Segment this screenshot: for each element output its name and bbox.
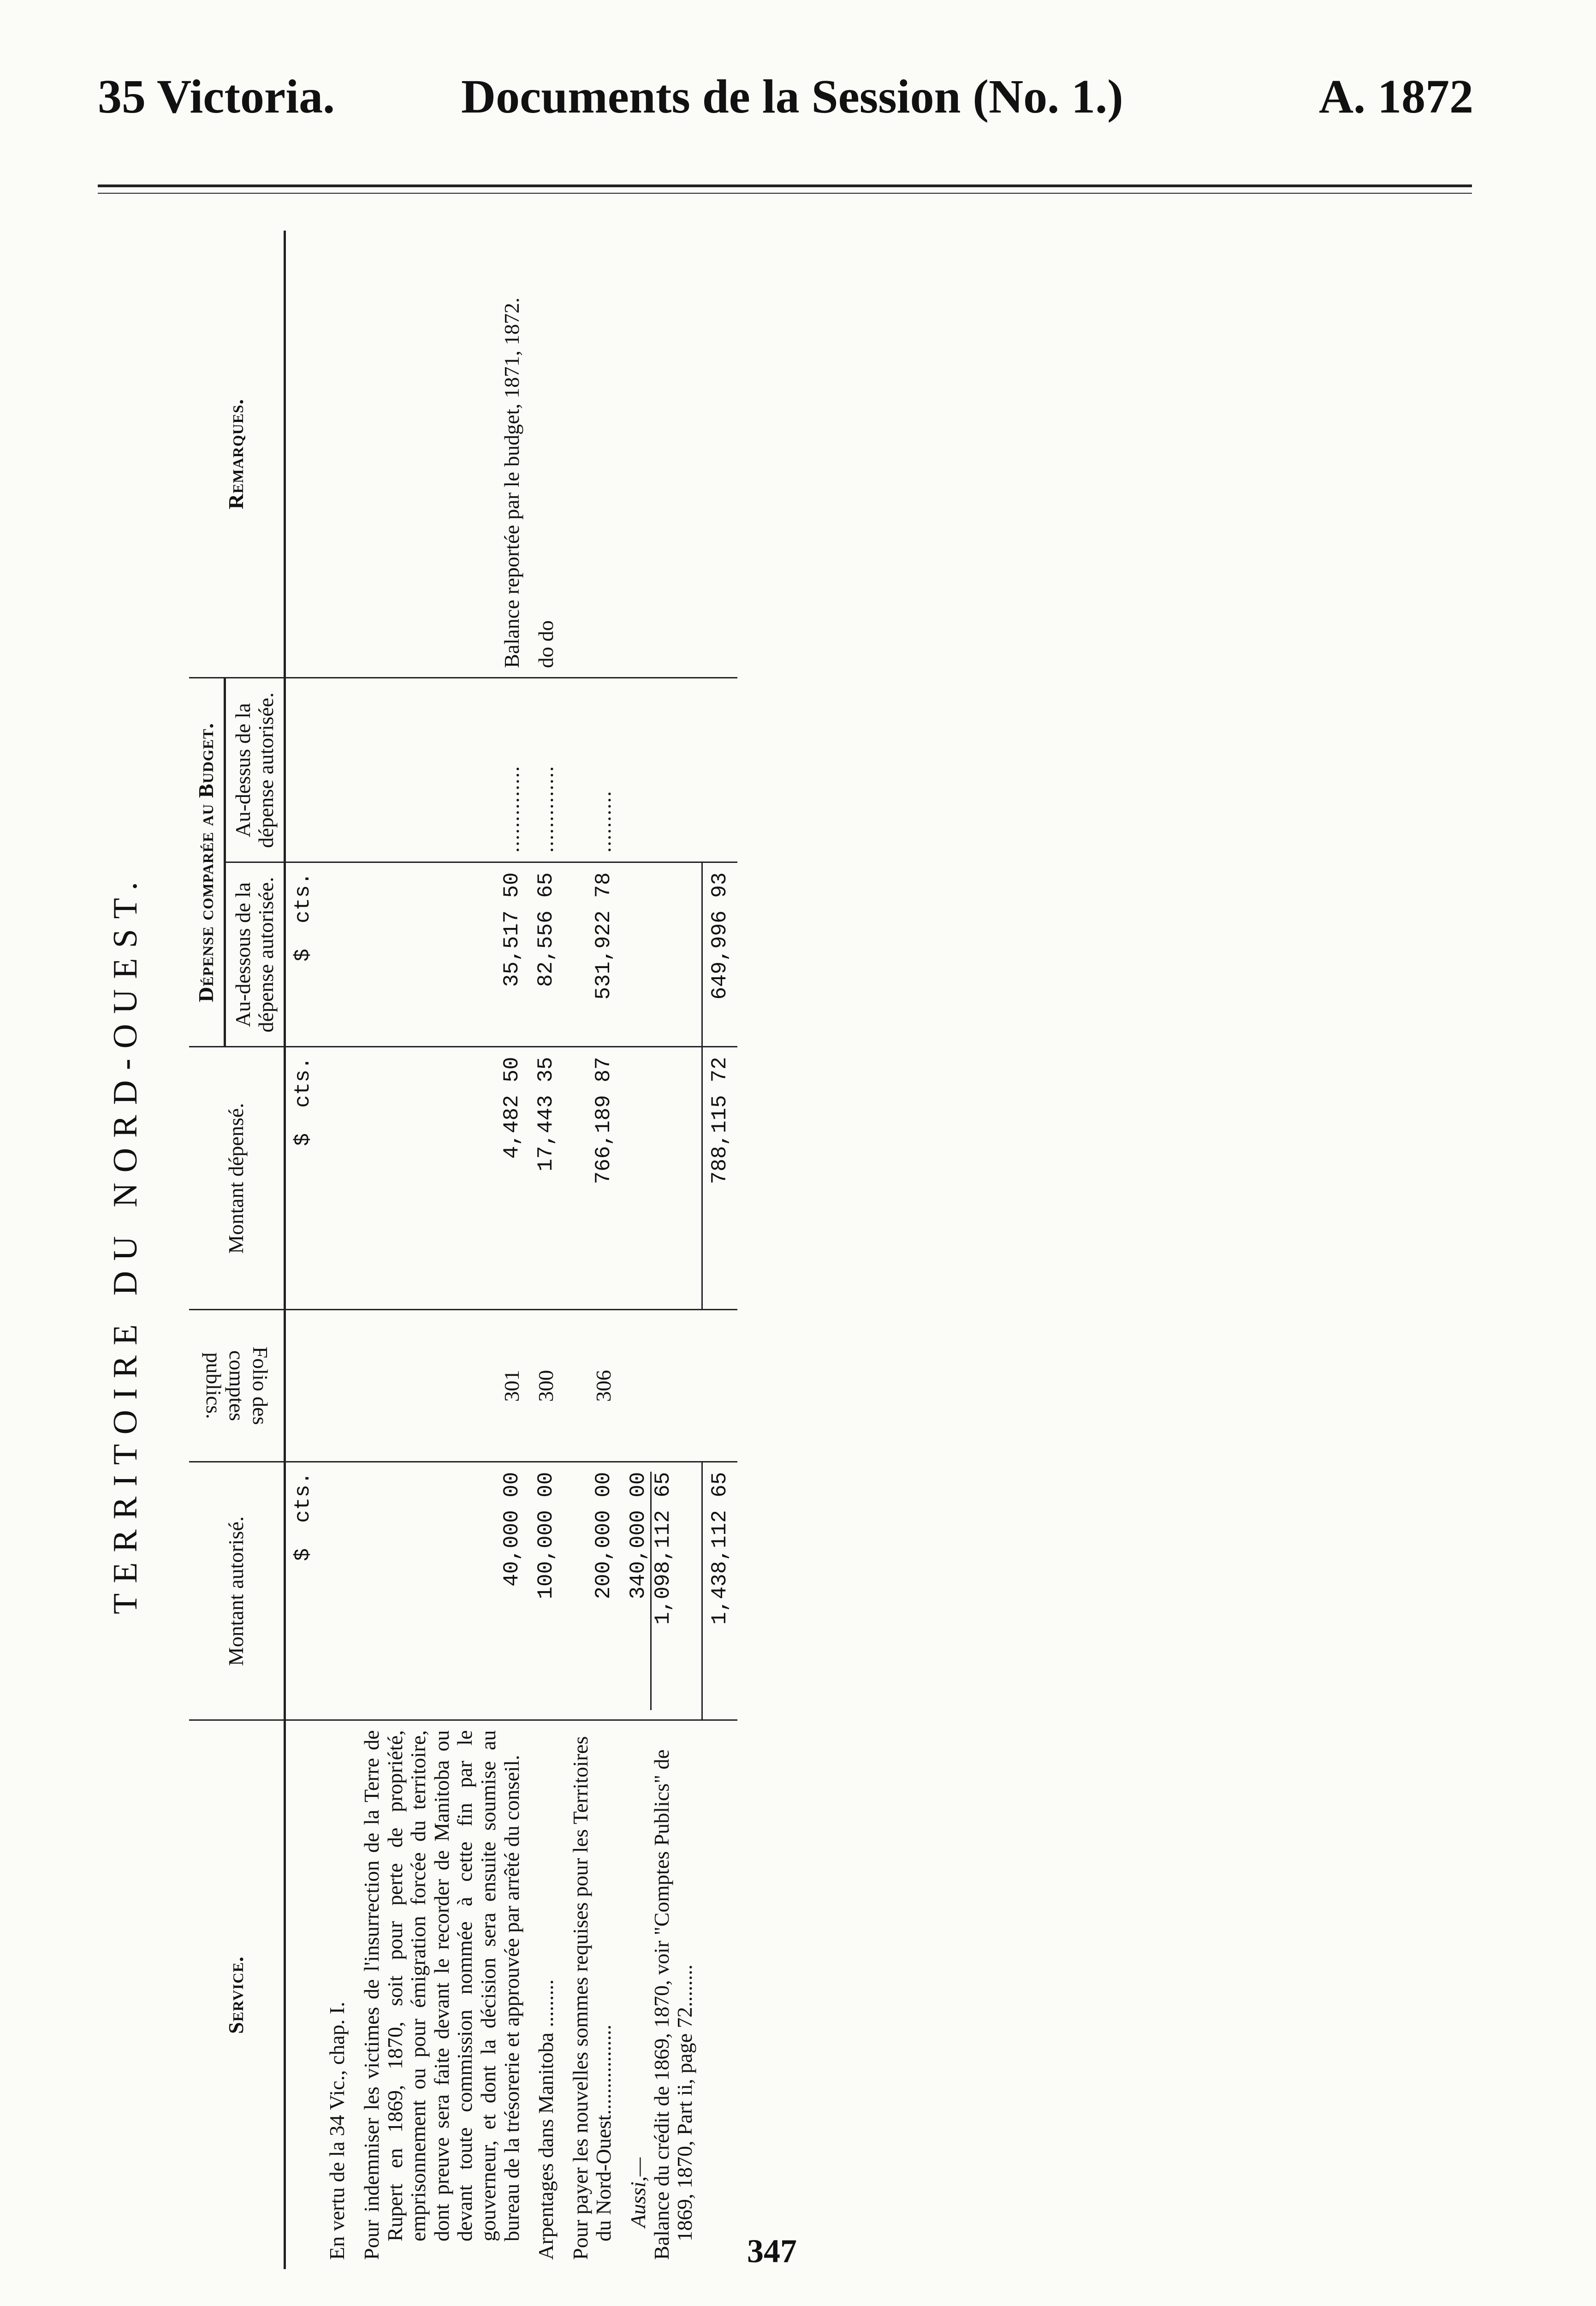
remarques-cell: do do: [534, 620, 558, 668]
total-au-dessous: 649,996 93: [702, 862, 737, 1047]
header-rule-thin: [98, 193, 1472, 194]
col-header-depense-comparee: Dépense comparée au Budget.: [189, 678, 225, 1047]
units-service: [285, 1720, 320, 2269]
remarques-cell: [621, 231, 702, 678]
remarques-cell: [564, 231, 621, 678]
montant-autorise-cell: 40,000 00: [355, 1462, 529, 1720]
table-row: [320, 231, 355, 2269]
col-header-remarques: Remarques.: [189, 231, 285, 678]
units-folio: [285, 1310, 320, 1462]
au-dessous-cell: 35,517 50: [355, 862, 529, 1047]
col-header-service: Service.: [189, 1720, 285, 2269]
table-row: [355, 231, 529, 2269]
totals-label: [702, 1720, 737, 2269]
montant-autorise-cell: [621, 1462, 702, 1720]
header-left: 35 Victoria.: [98, 70, 335, 123]
montant-autorise-cell: 200,000 00: [564, 1462, 621, 1720]
au-dessus-cell: [320, 678, 355, 862]
montant-autorise-cell: 100,000 00: [529, 1462, 564, 1720]
montant-autorise-cell: [320, 1462, 355, 1720]
cts-unit: cts.: [291, 872, 315, 923]
units-au-dessous: [285, 862, 320, 1047]
montant-depense-cell: [320, 1047, 355, 1310]
ledger-rotated-container: [189, 231, 1222, 2269]
au-dessous-cell: 531,922 78: [564, 862, 621, 1047]
units-montant-depense: [285, 1047, 320, 1310]
au-dessous-cell: [621, 862, 702, 1047]
table-header-row-1: [189, 231, 225, 2269]
au-dessous-cell: 82,556 65: [529, 862, 564, 1047]
col-header-montant-depense: Montant dépensé.: [189, 1047, 285, 1310]
table-row: [529, 231, 564, 2269]
service-intro: Aussi,—: [626, 2157, 650, 2228]
header-center: Documents de la Session (No. 1.): [461, 70, 1123, 123]
dollar-unit: $: [291, 949, 315, 962]
service-cell: Arpentages dans Manitoba .........: [529, 1720, 564, 2269]
units-montant-autorise: [285, 1462, 320, 1720]
service-cell: Pour payer les nouvelles sommes requises pour les Territoires du Nord-Ouest.................: [564, 1720, 621, 2269]
au-dessous-cell: [320, 862, 355, 1047]
cts-unit: cts.: [291, 1472, 315, 1523]
page-title: TERRITOIRE DU NORD-OUEST.: [107, 872, 144, 1614]
dollar-unit: $: [291, 1548, 315, 1561]
units-remarques: [285, 231, 320, 678]
au-dessus-cell: [621, 678, 702, 862]
total-montant-depense: 788,115 72: [702, 1047, 737, 1310]
totals-row: [702, 231, 737, 2269]
au-dessus-cell: ..............: [355, 678, 529, 862]
montant-depense-cell: 17,443 35: [529, 1047, 564, 1310]
col-header-montant-autorise: Montant autorisé.: [189, 1462, 285, 1720]
folio-cell: [320, 1310, 355, 1462]
service-text: Balance du crédit de 1869, 1870, voir "Comptes Publics" de 1869, 1870, Part ii, page 72........: [649, 1749, 697, 2260]
dollar-unit: $: [291, 1133, 315, 1146]
total-au-dessus: [702, 678, 737, 862]
folio-cell: [621, 1310, 702, 1462]
remarques-cell: [320, 231, 355, 678]
header-right: A. 1872: [1319, 70, 1474, 123]
total-folio: [702, 1310, 737, 1462]
montant-depense-cell: [621, 1047, 702, 1310]
remarques-cell: Balance reportée par le budget, 1871, 1872.: [499, 297, 523, 668]
folio-cell: 306: [564, 1310, 621, 1462]
header-rule-thick: [98, 184, 1472, 187]
service-cell: [621, 1720, 702, 2269]
total-remarques: [702, 231, 737, 678]
col-header-au-dessus: Au-dessus de la dépense autorisée.: [225, 678, 285, 862]
table-row: [564, 231, 621, 2269]
montant-depense-cell: 766,189 87: [564, 1047, 621, 1310]
page-number: 347: [747, 2233, 797, 2270]
units-row: [285, 231, 320, 2269]
cts-unit: cts.: [291, 1057, 315, 1108]
folio-cell: 300: [529, 1310, 564, 1462]
total-montant-autorise: 1,438,112 65: [702, 1462, 737, 1720]
service-cell: Pour indemniser les victimes de l'insurrection de la Terre de Rupert en 1869, 1870, soit pour perte de propriété, emprisonnement ou pour émigration forcée du territoire, dont preuve sera faite devant le recorder de Manitoba ou devant toute commission nommée à cette fin par le gouverneur, et dont la décision sera ensuite soumise au bureau de la trésorerie et approuvée par arrêté du conseil.: [355, 1720, 529, 2269]
au-dessus-cell: ..............: [529, 678, 564, 862]
montant-depense-cell: 4,482 50: [355, 1047, 529, 1310]
col-header-folio: [189, 1310, 285, 1462]
service-cell: En vertu de la 34 Vic., chap. I.: [320, 1720, 355, 2269]
folio-header-text: Folio des comptes publics.: [202, 1347, 272, 1425]
folio-cell: 301: [355, 1310, 529, 1462]
table-row: [621, 231, 702, 2269]
col-header-au-dessous: Au-dessous de la dépense autorisée.: [225, 862, 285, 1047]
montant-autorise-a: 340,000 00: [627, 1472, 652, 1711]
montant-autorise-b: 1,098,112 65: [651, 1472, 675, 1625]
units-au-dessus: [285, 678, 320, 862]
ledger-table: [189, 231, 737, 2269]
au-dessus-cell: ..........: [564, 678, 621, 862]
